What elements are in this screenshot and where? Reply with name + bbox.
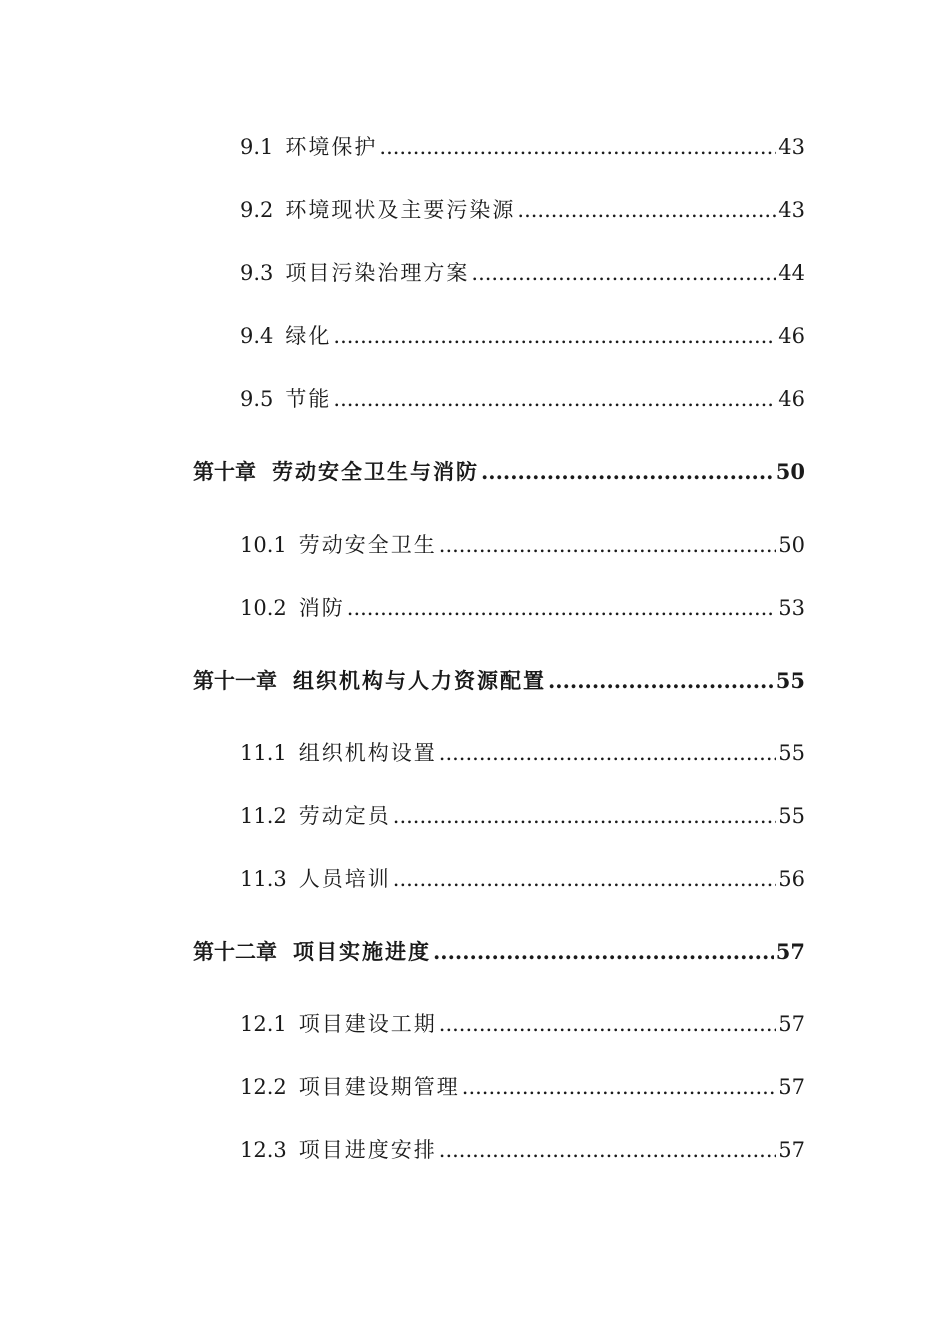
dot-leader (439, 1014, 777, 1035)
chapter-title: 项目实施进度 (293, 939, 431, 964)
page-number: 55 (775, 668, 805, 693)
section-number: 10.1 (240, 533, 287, 557)
page-number: 44 (778, 261, 805, 285)
page-number: 50 (775, 459, 805, 484)
chapter-number: 第十二章 (193, 939, 277, 964)
page-number: 57 (778, 1075, 805, 1099)
page-number: 57 (778, 1138, 805, 1162)
dot-leader (393, 869, 777, 890)
dot-leader (439, 535, 777, 556)
page-number: 53 (778, 596, 805, 620)
toc-entry-11-2[interactable] (240, 806, 805, 827)
dot-leader (462, 1077, 777, 1098)
section-number: 10.2 (240, 596, 287, 620)
section-number: 9.1 (240, 135, 274, 159)
section-title: 环境现状及主要污染源 (285, 198, 516, 222)
dot-leader (517, 200, 776, 221)
toc-entry-11-1[interactable] (240, 743, 805, 764)
dot-leader (433, 941, 774, 962)
page-number: 43 (778, 135, 805, 159)
section-number: 11.1 (240, 741, 287, 765)
section-title: 消防 (298, 596, 345, 620)
page-number: 57 (775, 939, 805, 964)
toc-entry-12-2[interactable] (240, 1077, 805, 1098)
toc-entry-9-5[interactable] (240, 389, 805, 410)
section-title: 项目污染治理方案 (285, 261, 470, 285)
section-title: 项目建设工期 (298, 1012, 437, 1036)
chapter-title: 劳动安全卫生与消防 (272, 459, 479, 484)
toc-entry-12-3[interactable] (240, 1140, 805, 1161)
section-number: 11.2 (240, 804, 287, 828)
section-title: 环境保护 (285, 135, 378, 159)
page-number: 46 (778, 387, 805, 411)
dot-leader (439, 743, 777, 764)
toc-entry-chapter-10[interactable] (193, 461, 805, 482)
section-number: 9.2 (240, 198, 274, 222)
toc-entry-9-3[interactable] (240, 263, 805, 284)
page-number: 43 (778, 198, 805, 222)
page-number: 55 (778, 804, 805, 828)
chapter-number: 第十一章 (193, 668, 277, 693)
toc-entry-11-3[interactable] (240, 869, 805, 890)
dot-leader (333, 389, 776, 410)
page-number: 50 (778, 533, 805, 557)
section-title: 项目进度安排 (298, 1138, 437, 1162)
page-number: 57 (778, 1012, 805, 1036)
toc-entry-12-1[interactable] (240, 1014, 805, 1035)
section-number: 12.2 (240, 1075, 287, 1099)
section-number: 9.4 (240, 324, 274, 348)
toc-entry-chapter-12[interactable] (193, 941, 805, 962)
toc-entry-9-2[interactable] (240, 200, 805, 221)
page-number: 55 (778, 741, 805, 765)
section-title: 绿化 (285, 324, 332, 348)
section-title: 人员培训 (298, 867, 391, 891)
section-title: 劳动定员 (298, 804, 391, 828)
section-number: 9.3 (240, 261, 274, 285)
section-title: 组织机构设置 (298, 741, 437, 765)
section-title: 节能 (285, 387, 332, 411)
section-title: 劳动安全卫生 (298, 533, 437, 557)
toc-entry-10-2[interactable] (240, 598, 805, 619)
section-number: 12.1 (240, 1012, 287, 1036)
dot-leader (481, 461, 774, 482)
dot-leader (379, 137, 776, 158)
toc-entry-9-4[interactable] (240, 326, 805, 347)
chapter-title: 组织机构与人力资源配置 (293, 668, 546, 693)
dot-leader (333, 326, 776, 347)
section-number: 9.5 (240, 387, 274, 411)
dot-leader (347, 598, 777, 619)
page-number: 46 (778, 324, 805, 348)
toc-entry-9-1[interactable] (240, 137, 805, 158)
chapter-number: 第十章 (193, 459, 256, 484)
dot-leader (393, 806, 777, 827)
dot-leader (471, 263, 776, 284)
section-number: 11.3 (240, 867, 287, 891)
section-title: 项目建设期管理 (298, 1075, 460, 1099)
page-number: 56 (778, 867, 805, 891)
dot-leader (439, 1140, 777, 1161)
toc-entry-10-1[interactable] (240, 535, 805, 556)
dot-leader (548, 670, 774, 691)
section-number: 12.3 (240, 1138, 287, 1162)
toc-entry-chapter-11[interactable] (193, 670, 805, 691)
